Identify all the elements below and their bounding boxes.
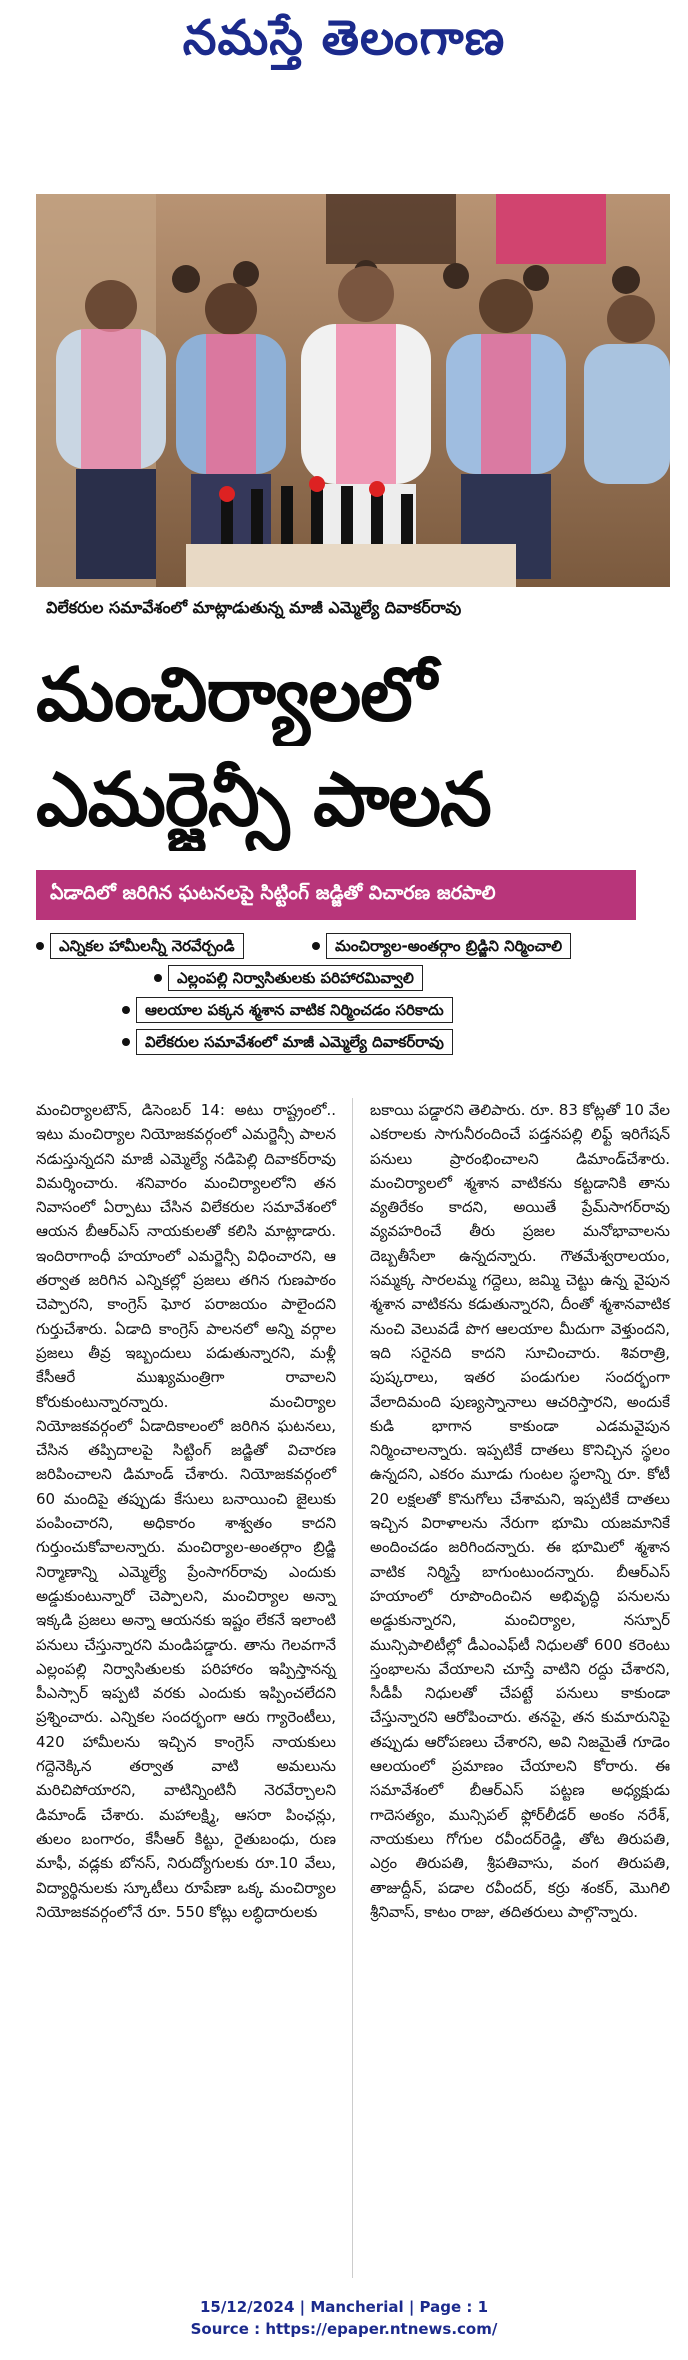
bullet-item: ఆలయాల పక్కన శ్మశాన వాటిక నిర్మించడం సరికాదు (136, 997, 453, 1023)
bullet-dot-icon (154, 974, 162, 982)
bullet-dot-icon (36, 942, 44, 950)
press-meet-photo (36, 194, 670, 587)
headline-line-2: ఎమర్జెన్సీ పాలన (36, 757, 491, 843)
bullet-item: ఎన్నికల హామీలన్నీ నెరవేర్చండి (50, 933, 244, 959)
bullet-item: ఎల్లంపల్లి నిర్వాసితులకు పరిహారమివ్వాలి (168, 965, 423, 991)
bullet-row (36, 932, 244, 960)
bullet-row (312, 932, 571, 960)
subheadline-banner: ఏడాదిలో జరిగిన ఘటనలపై సిట్టింగ్‌ జడ్జితో విచారణ జరపాలి (36, 870, 636, 920)
bullet-dot-icon (122, 1038, 130, 1046)
page-footer (0, 2296, 688, 2340)
source-link[interactable]: Source : https://epaper.ntnews.com/ (190, 2320, 498, 2338)
photo-caption: విలేకరుల సమావేశంలో మాట్లాడుతున్న మాజీ ఎమ్మెల్యే దివాకర్‌రావు (46, 597, 462, 617)
article-column-1: మంచిర్యాలటౌన్‌, డిసెంబర్‌ 14: అటు రాష్ట్రంలో.. ఇటు మంచిర్యాల నియోజకవర్గంలో ఎమర్జెన్సీ పాలన నడుస్తున్నదని మాజీ ఎమ్మెల్యే నడిపెల్లి దివాకర్‌రావు విమర్శించారు. శనివారం మంచిర్యాలలోని తన నివాసంలో ఏర్పాటు చేసిన విలేకరుల సమావేశంలో ఆయన బీఆర్‌ఎస్‌ నాయకులతో కలిసి మాట్లాడారు. ఇందిరాగాంధీ హయాంలో ఎమర్జెన్సీ విధించారని, ఆ తర్వాత జరిగిన ఎన్నికల్లో ప్రజలు తగిన గుణపాఠం చెప్పారని, కాంగ్రెస్‌ ఘోర పరాజయం పాలైందని గుర్తుచేశారు. ఏడాది కాంగ్రెస్‌ పాలనలో అన్ని వర్గాల ప్రజలు తీవ్ర ఇబ్బందులు పడుతున్నారని, మళ్లీ కేసీఆరే ముఖ్యమంత్రిగా రావాలని కోరుకుంటున్నారన్నారు. మంచిర్యాల నియోజకవర్గంలో ఏడాదికాలంలో జరిగిన ఘటనలు, చేసిన తప్పిదాలపై సిట్టింగ్‌ జడ్జితో విచారణ జరిపించాలని డిమాండ్‌ చేశారు. నియోజకవర్గంలో 60 మందిపై తప్పుడు కేసులు బనాయించి జైలుకు పంపించారని, అధికారం శాశ్వతం కాదని గుర్తుంచుకోవాలన్నారు. మంచిర్యాల-అంతర్గాం బ్రిడ్జి నిర్మాణాన్ని ఎమ్మెల్యే ప్రేంసాగర్‌రావు ఎందుకు అడ్డుకుంటున్నారో చెప్పాలని, మంచిర్యాల అన్నా ఇక్కడి ప్రజలు అన్నా ఆయనకు ఇష్టం లేకనే ఇలాంటి పనులు చేస్తున్నారని మండిపడ్డారు. తాను గెలవగానే ఎల్లంపల్లి నిర్వాసితులకు పరిహారం ఇప్పిస్తానన్న పీఎస్సార్‌ ఇప్పటి వరకు ఎందుకు ఇప్పించలేదని ప్రశ్నించారు. ఎన్నికల సందర్భంగా ఆరు గ్యారెంటీలు, 420 హామీలను ఇచ్చిన కాంగ్రెస్‌ నాయకులు గద్దెనెక్కిన తర్వాత వాటి అమలును మరిచిపోయారని, వాటిన్నింటినీ నెరవేర్చాలని డిమాండ్‌ చేశారు. మహాలక్ష్మి, ఆసరా పింఛన్లు, తులం బంగారం, కేసీఆర్‌ కిట్టు, రైతుబంధు, రుణ మాఫీ, వడ్లకు బోనస్‌, నిరుద్యోగులకు రూ.10 వేలు, విద్యార్థినులకు స్కూటీలు రూపేణా ఒక్క మంచిర్యాల నియోజకవర్గంలోనే రూ. 550 కోట్లు లబ్ధిదారులకు (36, 1101, 336, 1921)
article-column-2: బకాయి పడ్డారని తెలిపారు. రూ. 83 కోట్లతో 10 వేల ఎకరాలకు సాగునీరందించే పడ్తనపల్లి లిఫ్ట్‌ ఇరిగేషన్‌ పనులు ప్రారంభించాలని డిమాండ్‌చేశారు. మంచిర్యాలలో శ్మశాన వాటికను కట్టడానికి తాను వ్యతిరేకం కాదని, అయితే ప్రేమ్‌సాగర్‌రావు వ్యవహరించే తీరు ప్రజల మనోభావాలను దెబ్బతీసేలా ఉన్నదన్నారు. గౌతమేశ్వరాలయం, సమ్మక్క సారలమ్మ గద్దెలు, జమ్మి చెట్టు ఉన్న వైపున శ్మశాన వాటికను కడుతున్నారని, దీంతో శ్మశానవాటిక నుంచి వెలువడే పొగ ఆలయాల మీదుగా వెళ్తుందని, ఇది సరైనది కాదని సూచించారు. శివరాత్రి, పుష్కరాలు, ఇతర పండుగుల సందర్భంగా వేలాదిమంది పుణ్యస్నానాలు ఆచరిస్తారని, అందుకే కుడి భాగాన కాకుండా ఎడమవైపున నిర్మించాలన్నారు. ఇప్పటికే దాతలు కొనిచ్చిన స్థలం ఉన్నదని, ఎకరం మూడు గుంటల స్థలాన్ని రూ. కోటీ 20 లక్షలతో కొనుగోలు చేశామని, ఇప్పటికే దాతలు ఇచ్చిన విరాళాలను నేరుగా భూమి యజమానికే అందించడం జరిగిందన్నారు. ఈ భూమిలో శ్మశాన వాటిక నిర్మిస్తే బాగుంటుందన్నారు. బీఆర్‌ఎస్‌ హయాంలో రూపొందించిన అభివృద్ధి పనులను అడ్డుకున్నారని, మంచిర్యాల, నస్పూర్‌ మున్సిపాలిటీల్లో డీఎంఎఫ్‌టీ నిధులతో 600 కరెంటు స్తంభాలను వేయాలని చూస్తే వాటిని రద్దు చేశారని, సీడీపీ నిధులతో చేపట్టే పనులు కాకుండా చేస్తున్నారని ఆరోపించారు. తనపై, తన కుమారునిపై తప్పుడు ఆరోపణలు చేశారని, అవి నిజమైతే గూడెం ఆలయంలో ప్రమాణం చేయాలని కోరారు. ఈ సమావేశంలో బీఆర్‌ఎస్‌ పట్టణ అధ్యక్షుడు గాదెసత్యం, మున్సిపల్‌ ఫ్లోర్‌లీడర్‌ అంకం నరేశ్‌, నాయకులు గోగుల రవీందర్‌రెడ్డి, తోట తిరుపతి, ఎర్రం తిరుపతి, శ్రీపతివాసు, వంగ తిరుపతి, తాజుద్దీన్‌, పడాల రవీందర్‌, కర్రు శంకర్‌, మొగిలి శ్రీనివాస్‌, కాటం రాజు, తదితరులు పాల్గొన్నారు. (370, 1101, 670, 1921)
headline-line-1: మంచిర్యాలలో (36, 652, 436, 738)
bullet-row (122, 1028, 453, 1056)
bullet-item: విలేకరుల సమావేశంలో మాజీ ఎమ్మెల్యే దివాకర్‌రావు (136, 1029, 453, 1055)
press-meet-illustration (36, 194, 670, 587)
bullet-dot-icon (312, 942, 320, 950)
masthead (0, 0, 688, 88)
bullet-row (154, 964, 423, 992)
highlight-bullets (36, 932, 670, 1077)
edition-info: 15/12/2024 | Mancherial | Page : 1 (199, 2298, 489, 2316)
column-divider (352, 1098, 353, 2278)
bullet-dot-icon (122, 1006, 130, 1014)
bullet-row (122, 996, 453, 1024)
masthead-title: నమస్తే తెలంగాణ (182, 10, 506, 66)
bullet-item: మంచిర్యాల-అంతర్గాం బ్రిడ్జిని నిర్మించాలి (326, 933, 571, 959)
